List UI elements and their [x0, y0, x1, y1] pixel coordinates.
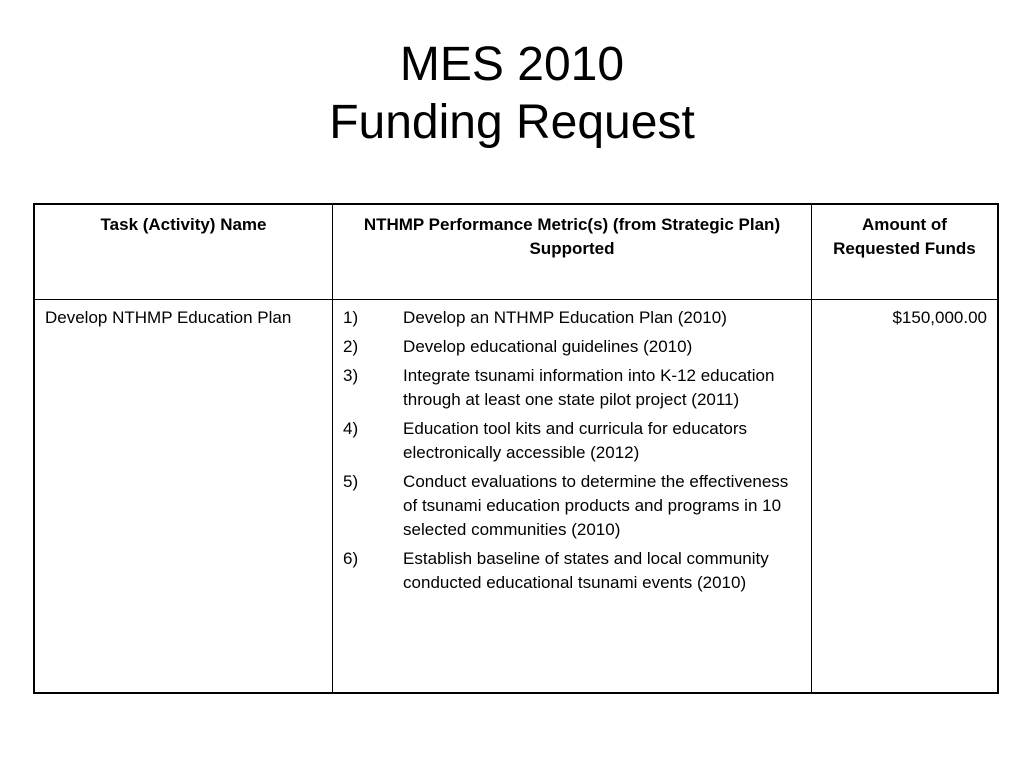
slide-title-line-2: Funding Request — [329, 96, 695, 149]
metric-number: 3) — [343, 366, 359, 385]
metrics-cell — [333, 300, 812, 693]
table-header-row — [35, 205, 997, 300]
metric-item — [343, 364, 801, 412]
metric-text: Develop an NTHMP Education Plan (2010) — [403, 308, 727, 327]
metric-text: Develop educational guidelines (2010) — [403, 337, 693, 356]
metric-item — [343, 306, 801, 330]
metric-number: 2) — [343, 337, 359, 356]
funding-table-container — [33, 203, 999, 694]
metric-text: Conduct evaluations to determine the effectiveness of tsunami education products and programs in 10 selected communities (2010) — [403, 472, 789, 539]
metric-number: 1) — [343, 308, 359, 327]
metric-number: 4) — [343, 419, 359, 438]
metrics-list — [343, 306, 801, 595]
header-task-name: Task (Activity) Name — [35, 205, 333, 300]
metric-text: Integrate tsunami information into K-12 education through at least one state pilot project (2011) — [403, 366, 775, 409]
metric-text: Education tool kits and curricula for educators electronically accessible (2012) — [403, 419, 748, 462]
metric-item — [343, 547, 801, 595]
metric-number: 6) — [343, 549, 359, 568]
task-name-cell: Develop NTHMP Education Plan — [35, 300, 333, 693]
metric-number: 5) — [343, 472, 359, 491]
slide-title — [0, 36, 1024, 152]
slide-title-line-1: MES 2010 — [399, 38, 625, 91]
funding-table — [35, 205, 997, 692]
metric-item — [343, 335, 801, 359]
header-requested-amount: Amount of Requested Funds — [811, 205, 997, 300]
requested-amount-cell: $150,000.00 — [811, 300, 997, 693]
metric-item — [343, 470, 801, 542]
table-row — [35, 300, 997, 693]
metric-text: Establish baseline of states and local community conducted educational tsunami events (2010) — [403, 549, 769, 592]
metric-item — [343, 417, 801, 465]
header-performance-metric: NTHMP Performance Metric(s) (from Strategic Plan) Supported — [333, 205, 812, 300]
